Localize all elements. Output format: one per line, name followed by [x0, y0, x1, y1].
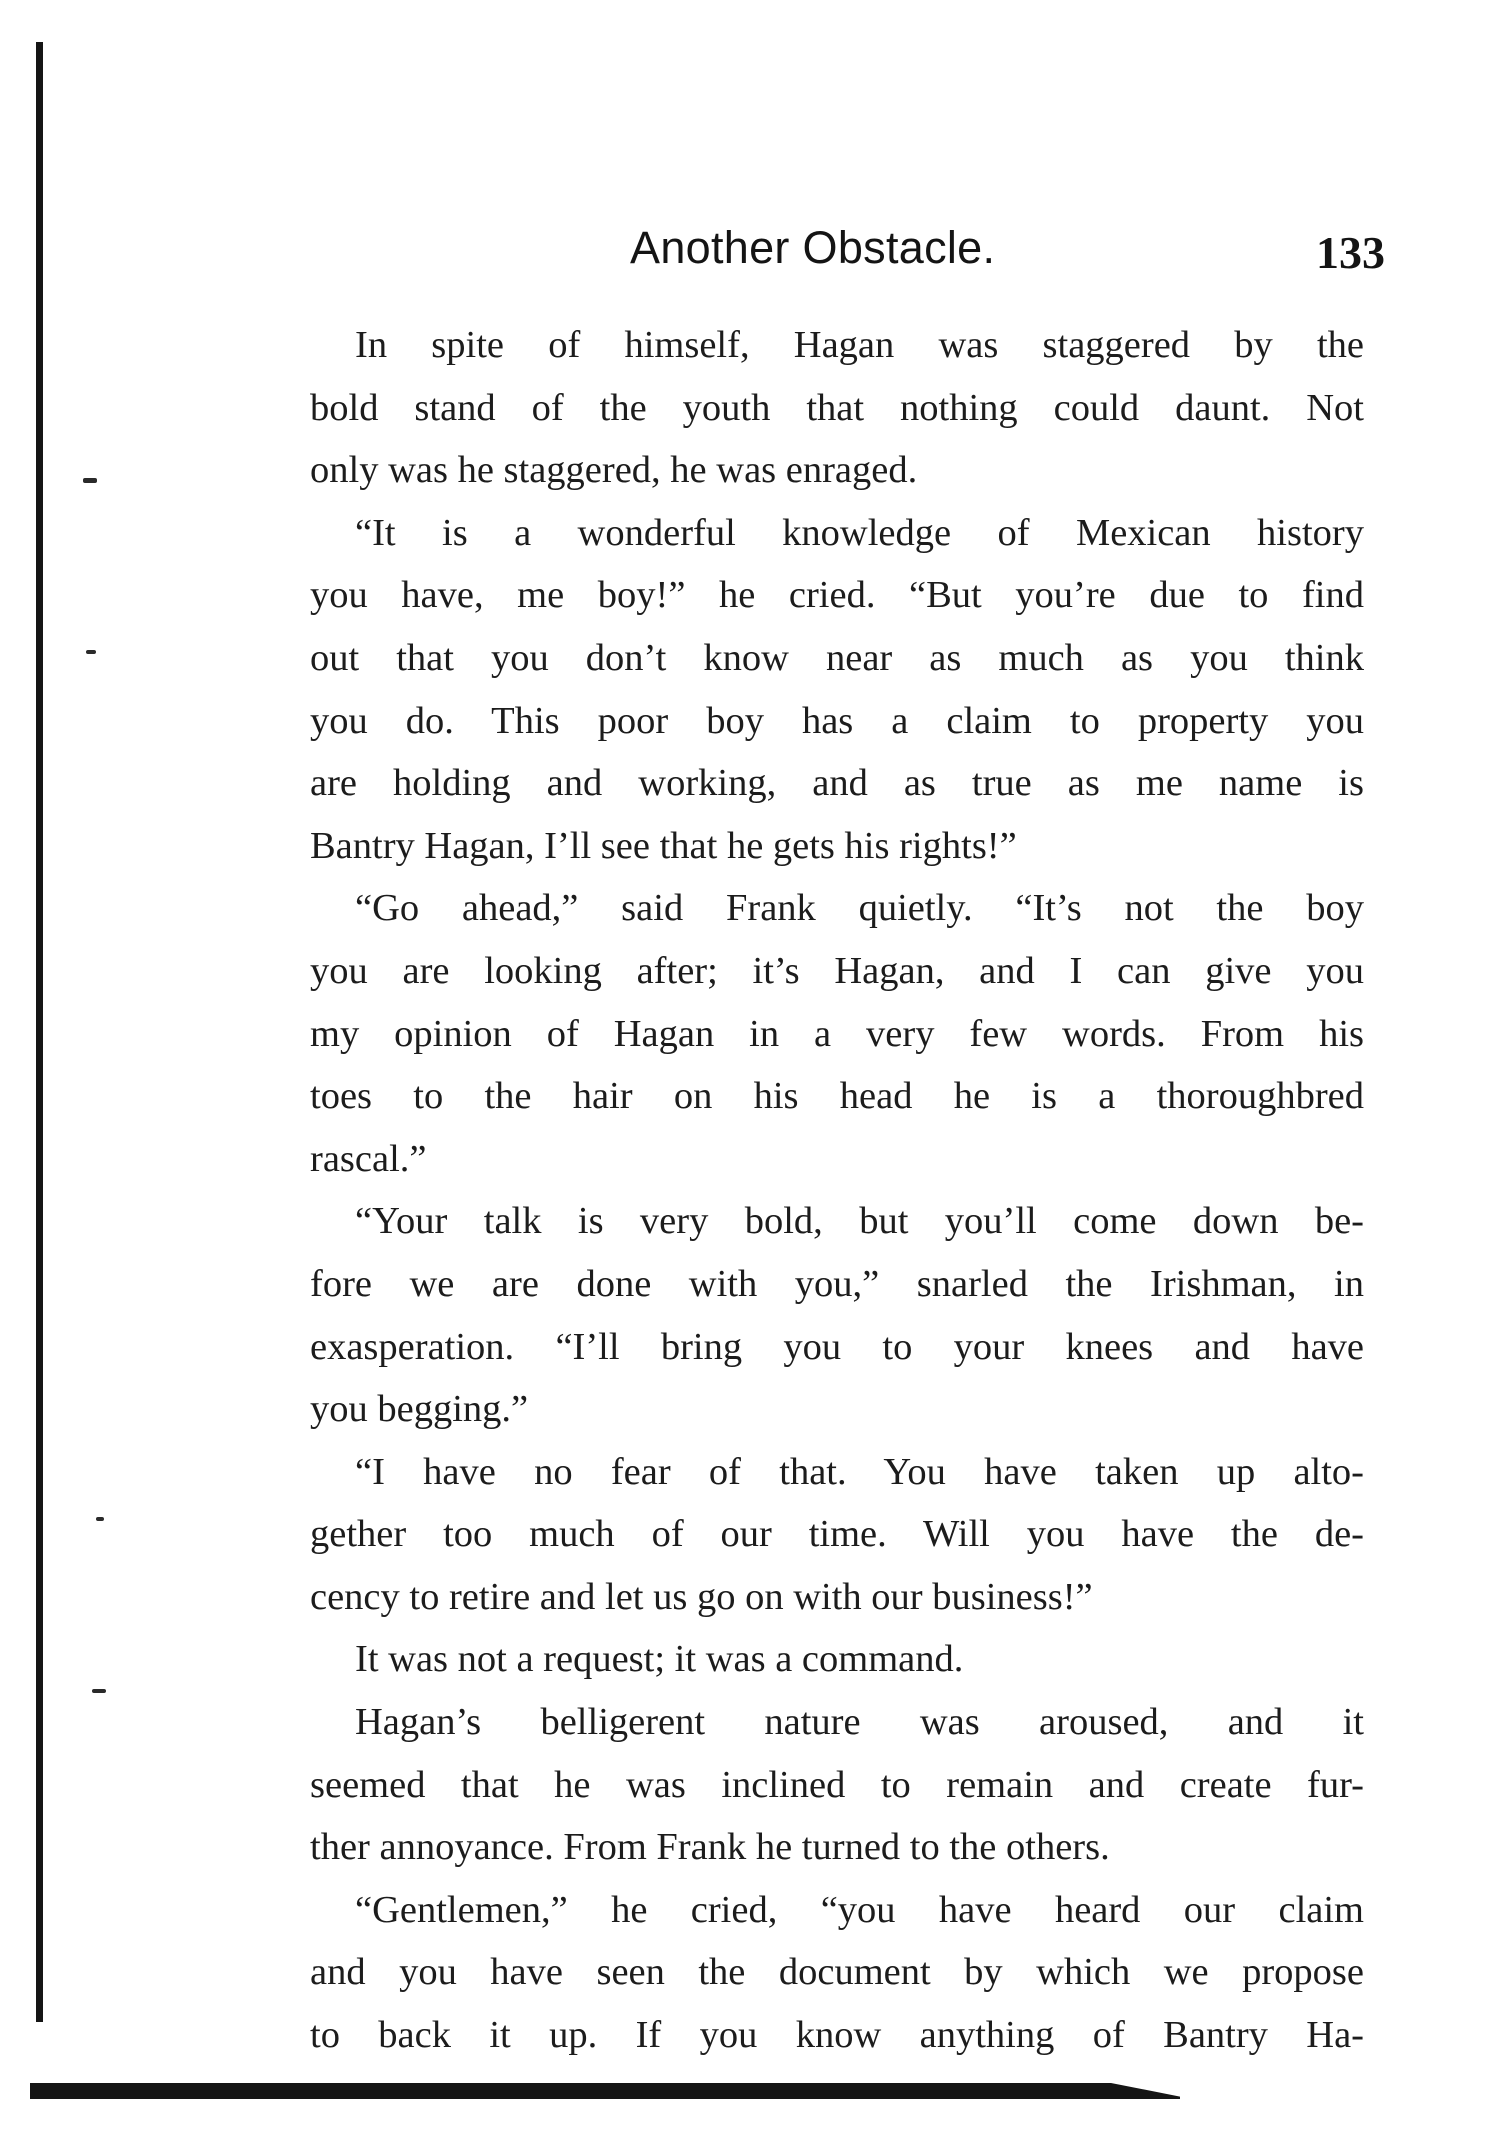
text-line: gether too much of our time. Will you have the de-: [310, 1513, 1364, 1556]
text-line: fore we are done with you,” snarled the Irishman, in: [310, 1262, 1364, 1305]
bottom-edge-rule: [30, 2083, 1180, 2099]
text-line: you begging.”: [310, 1388, 529, 1431]
text-line: exasperation. “I’ll bring you to your knees and have: [310, 1325, 1364, 1368]
text-line: bold stand of the youth that nothing could daunt. Not: [310, 386, 1364, 429]
text-line: you do. This poor boy has a claim to property you: [310, 699, 1364, 742]
text-line: “Gentlemen,” he cried, “you have heard our claim: [355, 1888, 1364, 1931]
text-line: to back it up. If you know anything of Bantry Ha-: [310, 2014, 1364, 2057]
text-line: cency to retire and let us go on with our business!”: [310, 1575, 1093, 1618]
text-line: only was he staggered, he was enraged.: [310, 449, 918, 492]
ink-speck: [92, 1689, 106, 1693]
text-line: ther annoyance. From Frank he turned to the others.: [310, 1826, 1110, 1869]
text-line: Bantry Hagan, I’ll see that he gets his rights!”: [310, 824, 1017, 867]
text-line: out that you don’t know near as much as you think: [310, 636, 1364, 679]
text-line: you have, me boy!” he cried. “But you’re due to find: [310, 574, 1364, 617]
text-line: “Go ahead,” said Frank quietly. “It’s not the boy: [355, 887, 1364, 930]
ink-speck: [96, 1517, 104, 1521]
left-margin-rule: [36, 42, 43, 2022]
running-head: Another Obstacle.: [630, 222, 996, 273]
text-line: seemed that he was inclined to remain and create fur-: [310, 1763, 1364, 1806]
text-line: you are looking after; it’s Hagan, and I can give you: [310, 949, 1364, 992]
text-line: Hagan’s belligerent nature was aroused, and it: [355, 1701, 1364, 1744]
text-line: toes to the hair on his head he is a thoroughbred: [310, 1075, 1364, 1118]
text-line: It was not a request; it was a command.: [355, 1638, 964, 1681]
body-text: [310, 314, 1364, 2067]
text-line: “Your talk is very bold, but you’ll come down be-: [355, 1200, 1364, 1243]
ink-speck: [86, 650, 96, 654]
text-line: In spite of himself, Hagan was staggered by the: [355, 324, 1364, 366]
text-line: my opinion of Hagan in a very few words. From his: [310, 1012, 1364, 1055]
page-number: 133: [1316, 227, 1385, 278]
text-line: “It is a wonderful knowledge of Mexican history: [355, 511, 1364, 554]
text-line: are holding and working, and as true as me name is: [310, 762, 1364, 805]
text-line: “I have no fear of that. You have taken up alto-: [355, 1450, 1364, 1493]
ink-speck: [83, 478, 97, 483]
text-line: and you have seen the document by which we propose: [310, 1951, 1364, 1994]
text-line: rascal.”: [310, 1137, 427, 1180]
